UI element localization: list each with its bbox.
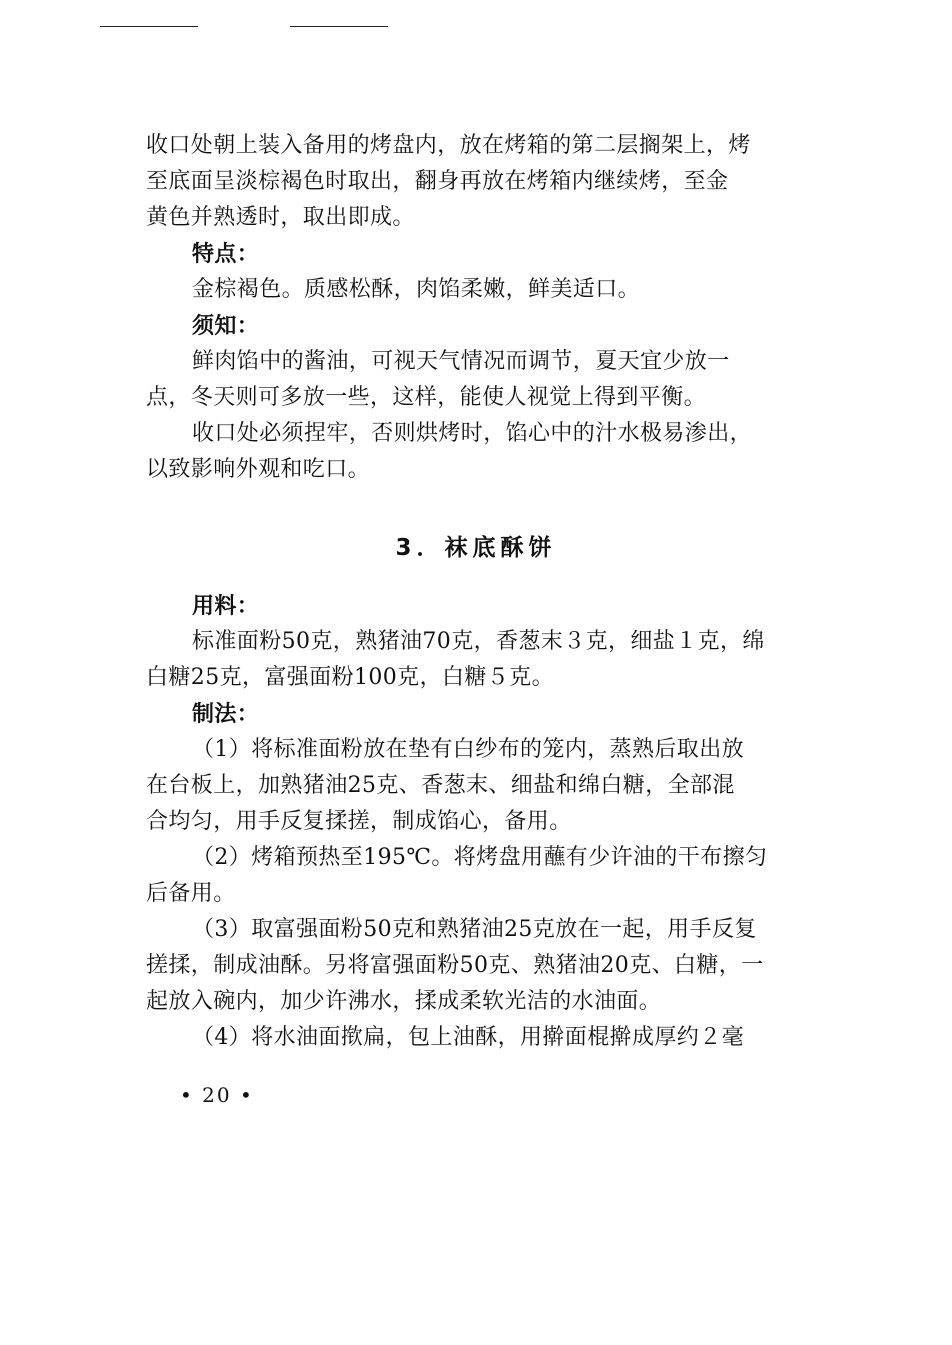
features-label: 特点： [192, 241, 260, 267]
method-label: 制法： [192, 701, 260, 727]
text-line: 搓揉，制成油酥。另将富强面粉50克、熟猪油20克、白糖，一 [146, 953, 764, 978]
text-line: 以致影响外观和吃口。 [146, 457, 371, 482]
note-paragraph-2 [146, 416, 776, 488]
text-line: 后备用。 [146, 881, 236, 906]
method-step-4 [146, 1020, 776, 1056]
text-line: 鲜肉馅中的酱油，可视天气情况而调节，夏天宜少放一 [192, 349, 730, 374]
text-line: （1）将标准面粉放在垫有白纱布的笼内，蒸熟后取出放 [192, 737, 744, 762]
text-line: （2）烤箱预热至195℃。将烤盘用蘸有少许油的干布擦匀 [192, 845, 768, 870]
text-line: 黄色并熟透时，取出即成。 [146, 205, 415, 230]
notes-label: 须知： [192, 313, 260, 339]
features-text: 金棕褐色。质感松酥，肉馅柔嫩，鲜美适口。 [192, 277, 641, 302]
section-title: 3．袜底酥饼 [395, 535, 557, 561]
header-rule-left [100, 26, 198, 27]
method-step-3 [146, 912, 776, 1020]
text-line: 标准面粉50克，熟猪油70克，香葱末３克，细盐１克，绵 [192, 629, 765, 654]
paragraph-continued [146, 128, 776, 236]
text-line: 在台板上，加熟猪油25克、香葱末、细盐和绵白糖，全部混 [146, 773, 735, 798]
method-step-1 [146, 732, 776, 840]
text-line: 收口处必须捏牢，否则烘烤时，馅心中的汁水极易渗出， [192, 421, 753, 446]
text-line: 白糖25克，富强面粉100克，白糖５克。 [146, 665, 554, 690]
text-line: 起放入碗内，加少许沸水，揉成柔软光洁的水油面。 [146, 989, 662, 1014]
ingredients-label: 用料： [192, 593, 260, 619]
text-line: （4）将水油面揿扁，包上油酥，用擀面棍擀成厚约２毫 [192, 1025, 744, 1050]
text-line: 至底面呈淡棕褐色时取出，翻身再放在烤箱内继续烤，至金 [146, 169, 729, 194]
text-line: （3）取富强面粉50克和熟猪油25克放在一起，用手反复 [192, 917, 757, 942]
text-line: 点，冬天则可多放一些，这样，能使人视觉上得到平衡。 [146, 385, 707, 410]
method-step-2 [146, 840, 776, 912]
header-rule-right [290, 26, 388, 27]
text-line: 合均匀，用手反复揉搓，制成馅心，备用。 [146, 809, 572, 834]
text-line: 收口处朝上装入备用的烤盘内，放在烤箱的第二层搁架上，烤 [146, 133, 751, 158]
ingredients-paragraph [146, 624, 776, 696]
note-paragraph-1 [146, 344, 776, 416]
page-number: • 20 • [180, 1083, 254, 1107]
page-content [146, 128, 776, 1056]
